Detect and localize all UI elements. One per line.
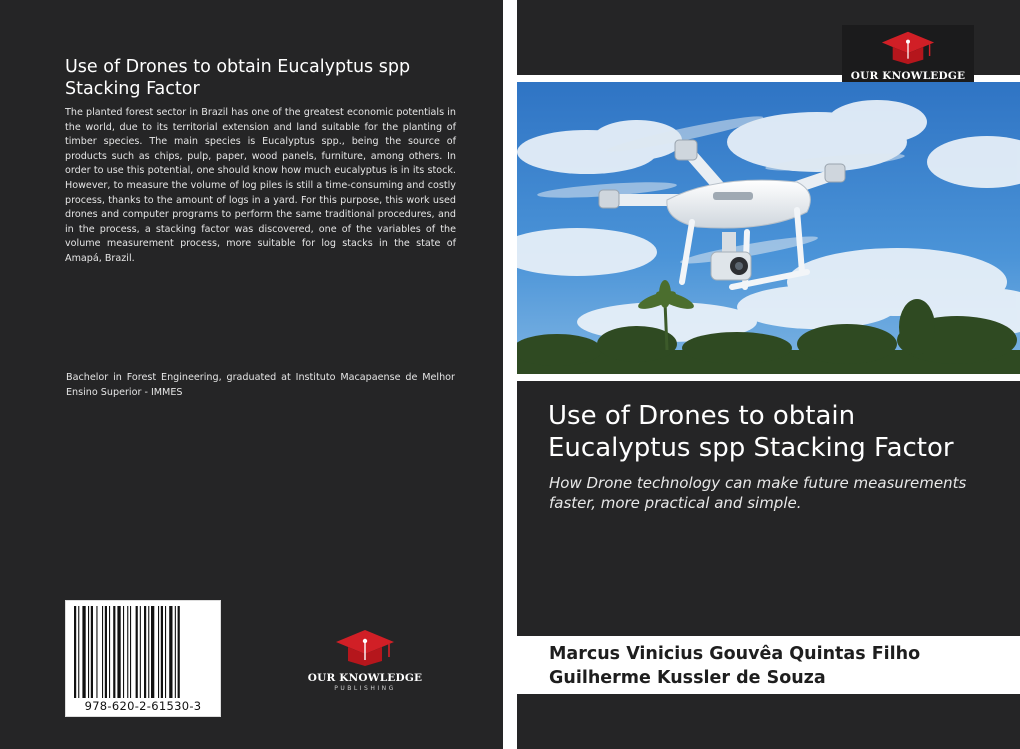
- author-name-1: Marcus Vinicius Gouvêa Quintas Filho: [549, 644, 921, 664]
- back-cover-description: The planted forest sector in Brazil has one of the greatest economic potentials in the world, due to its territorial extension and land suitable for the planting of timber species. The main species is Eucalyptus spp., being the source of products such as chips, pulp, paper, wood panels, furniture, among others. In order to use this potential, one should know how much eucalyptus is in its stock. However, to measure the volume of log piles is still a time-consuming and costly process, thanks to the amount of logs in a yard. For this purpose, this work used drones and computer programs to perform the same traditional procedures, and in the process, a stacking factor was discovered, one of the variables of the volume measurement process, more suitable for log stacks in the state of Amapá, Brazil.: [65, 107, 456, 264]
- publisher-name-front: OUR KNOWLEDGE: [850, 70, 966, 82]
- back-cover-title: Use of Drones to obtain Eucalyptus spp Stacking Factor: [65, 57, 411, 99]
- spine-gap: [503, 0, 517, 749]
- divider-bottom: [517, 374, 1020, 381]
- barcode-icon: [73, 606, 215, 698]
- isbn-number: 978-620-2-61530-3: [84, 699, 202, 713]
- front-cover-subtitle: How Drone technology can make future measurements faster, more practical and simple.: [549, 474, 967, 512]
- isbn-barcode: [65, 600, 221, 717]
- author-name-2: Guilherme Kussler de Souza: [549, 668, 826, 688]
- drone-photo: [517, 82, 1020, 374]
- mortarboard-icon: [333, 627, 397, 667]
- publisher-tagline: PUBLISHING: [334, 685, 396, 692]
- publisher-logo-back: [300, 627, 430, 692]
- mortarboard-icon: [879, 29, 937, 65]
- drone-illustration-icon: [517, 82, 1020, 374]
- publisher-name: OUR KNOWLEDGE: [307, 672, 423, 684]
- front-cover-title: Use of Drones to obtain Eucalyptus spp Stacking Factor: [548, 401, 954, 463]
- authors-band: [517, 636, 1020, 694]
- author-bio: Bachelor in Forest Engineering, graduated at Instituto Macapaense de Melhor Ensino Superior - IMMES: [66, 372, 455, 398]
